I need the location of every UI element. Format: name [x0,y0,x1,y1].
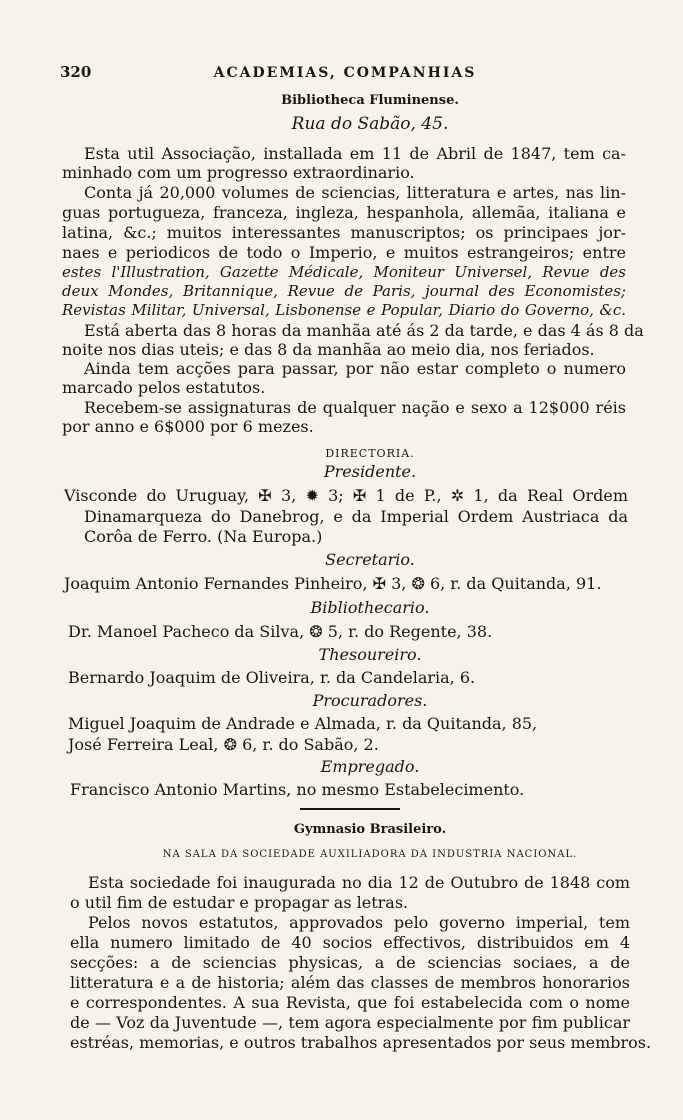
paragraph-line: deux Mondes, Britannique, Revue de Paris, journal des Economistes; [62,282,626,300]
role-heading: Procuradores. [312,691,428,710]
officer-line: Corôa de Ferro. (Na Europa.) [84,527,323,546]
paragraph-line: Esta sociedade foi inaugurada no dia 12 de Outubro de 1848 com [88,873,630,892]
paragraph-line: noite nos dias uteis; e das 8 da manhãa ao meio dia, nos feriados. [62,340,595,359]
section-subtitle: NA SALA DA SOCIEDADE AUXILIADORA DA INDUSTRIA NACIONAL. [162,849,578,860]
section-title: Gymnasio Brasileiro. [293,822,447,837]
page-number: 320 [60,63,92,81]
officer-line: Bernardo Joaquim de Oliveira, r. da Candelaria, 6. [68,668,476,687]
paragraph-line: latina, &c.; muitos interessantes manuscriptos; os principaes jor- [62,223,626,242]
officer-line: Joaquim Antonio Fernandes Pinheiro, ✠ 3, ❂ 6, r. da Quitanda, 91. [64,574,602,593]
paragraph-line: marcado pelos estatutos. [62,378,266,397]
directoria-heading: DIRECTORIA. [325,447,415,460]
role-heading: Secretario. [325,550,415,569]
officer-line: Visconde do Uruguay, ✠ 3, ✹ 3; ✠ 1 de P., ✲ 1, da Real Ordem [64,486,628,505]
running-title: ACADEMIAS, COMPANHIAS [213,65,477,81]
paragraph-line: litteratura e a de historia; além das classes de membros honorarios [70,973,630,992]
paragraph-line: Está aberta das 8 horas da manhãa até ás 2 da tarde, e das 4 ás 8 da [84,321,644,340]
paragraph-line: Revistas Militar, Universal, Lisbonense e Popular, Diario do Governo, &c. [62,301,626,319]
officer-line: José Ferreira Leal, ❂ 6, r. do Sabão, 2. [68,735,379,754]
paragraph-line: o util fim de estudar e propagar as letras. [70,893,409,912]
officer-line: Miguel Joaquim de Andrade e Almada, r. da Quitanda, 85, [68,714,538,733]
officer-line: Dr. Manoel Pacheco da Silva, ❂ 5, r. do Regente, 38. [68,622,493,641]
paragraph-line: naes e periodicos de todo o Imperio, e muitos estrangeiros; entre [62,243,626,262]
section-title: Bibliotheca Fluminense. [281,93,459,108]
paragraph-line: estréas, memorias, e outros trabalhos apresentados por seus membros. [70,1033,652,1052]
officer-line: Francisco Antonio Martins, no mesmo Estabelecimento. [70,780,525,799]
section-address: Rua do Sabão, 45. [291,114,449,134]
paragraph-line: Recebem-se assignaturas de qualquer nação e sexo a 12$000 réis [84,398,626,417]
paragraph-line: Pelos novos estatutos, approvados pelo governo imperial, tem [88,913,630,932]
role-heading: Bibliothecario. [310,598,430,617]
paragraph-line: por anno e 6$000 por 6 mezes. [62,417,314,436]
paragraph-line: guas portugueza, franceza, ingleza, hespanhola, allemãa, italiana e [62,203,626,222]
role-heading: Presidente. [323,462,417,481]
paragraph-line: de — Voz da Juventude —, tem agora especialmente por fim publicar [70,1013,630,1032]
paragraph-line: estes l'Illustration, Gazette Médicale, Moniteur Universel, Revue des [62,263,626,281]
paragraph-line: minhado com um progresso extraordinario. [62,163,415,182]
role-heading: Empregado. [320,757,420,776]
section-divider [300,808,400,810]
role-heading: Thesoureiro. [318,645,422,664]
paragraph-line: Esta util Associação, installada em 11 de Abril de 1847, tem ca- [84,144,626,163]
paragraph-line: Ainda tem acções para passar, por não estar completo o numero [84,359,626,378]
paragraph-line: ella numero limitado de 40 socios effectivos, distribuidos em 4 [70,933,630,952]
paragraph-line: e correspondentes. A sua Revista, que foi estabelecida com o nome [70,993,630,1012]
paragraph-line: secções: a de sciencias physicas, a de sciencias sociaes, a de [70,953,630,972]
paragraph-line: Conta já 20,000 volumes de sciencias, litteratura e artes, nas lin- [84,183,626,202]
officer-line: Dinamarqueza do Danebrog, e da Imperial Ordem Austriaca da [84,507,628,526]
